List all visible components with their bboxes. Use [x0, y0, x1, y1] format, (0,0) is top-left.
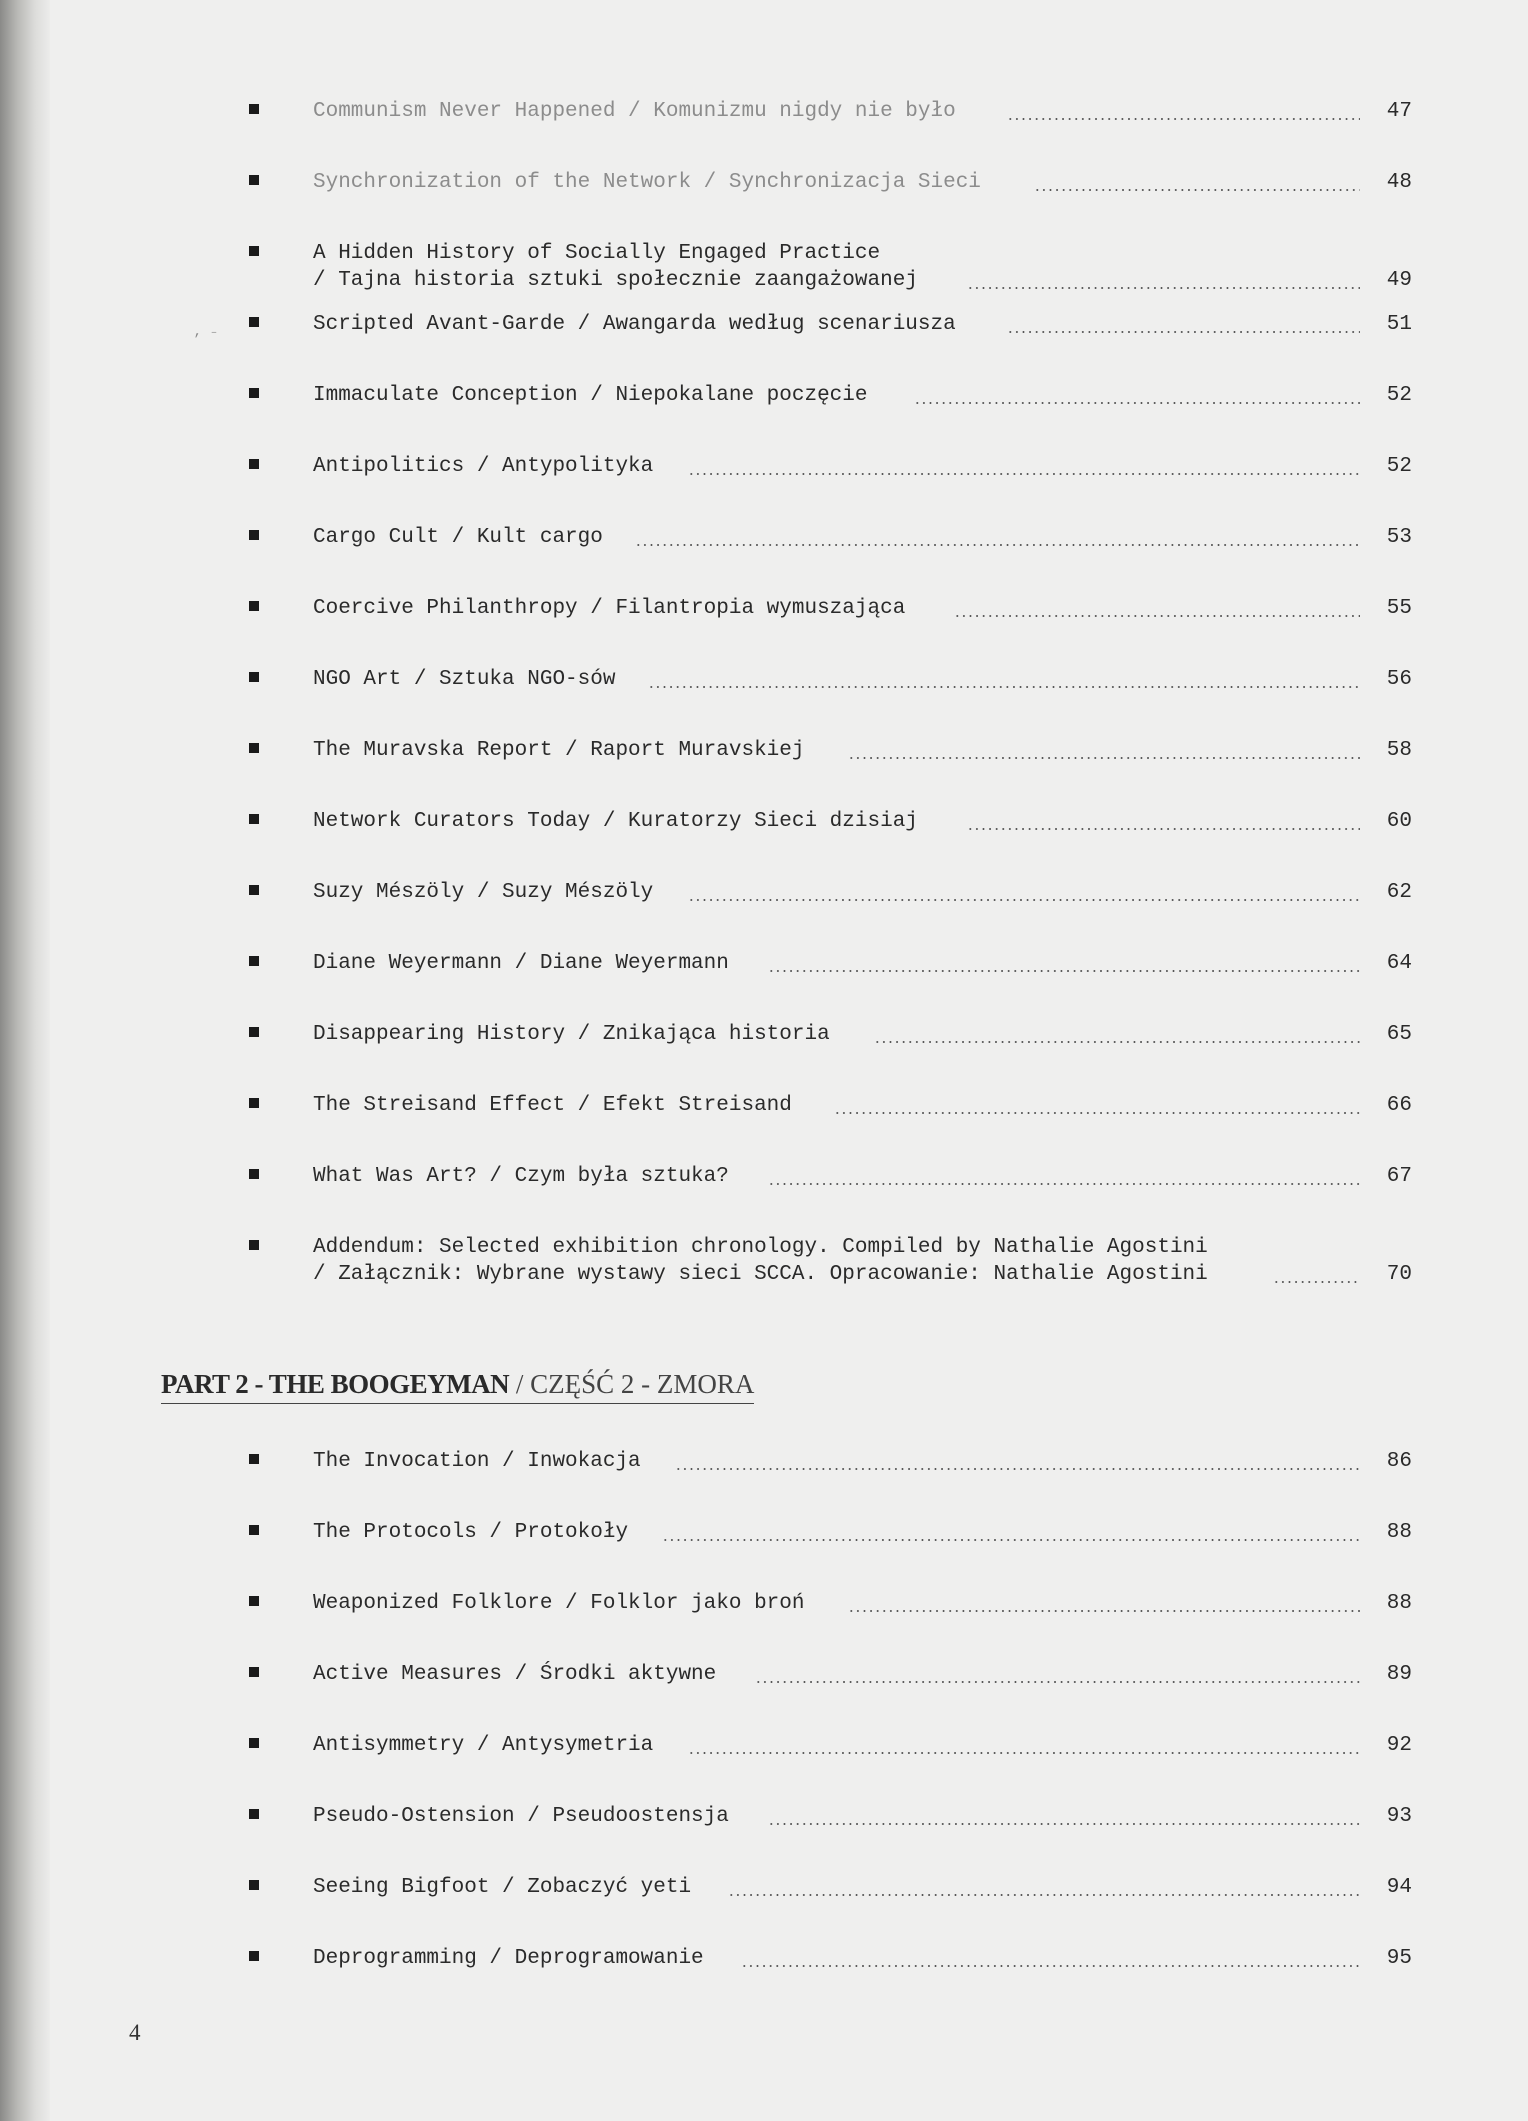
dot-leader [635, 544, 1360, 546]
toc-page-number: 52 [1386, 455, 1412, 478]
dot-leader [648, 686, 1360, 688]
book-spine-shadow [0, 0, 50, 2121]
toc-page-number: 95 [1386, 1947, 1412, 1970]
toc-page-number: 92 [1386, 1734, 1412, 1757]
dot-leader [662, 1539, 1361, 1541]
dot-leader [1007, 118, 1360, 120]
bullet-square-icon [249, 1951, 259, 1961]
dot-leader [848, 757, 1360, 759]
toc-entry-title: / Załącznik: Wybrane wystawy sieci SCCA. Opracowanie: Nathalie Agostini [313, 1263, 1208, 1286]
toc-entry-title: The Protocols / Protokoły [313, 1521, 629, 1544]
bullet-square-icon [249, 601, 259, 611]
dot-leader [1273, 1281, 1360, 1283]
dot-leader [834, 1112, 1360, 1114]
dot-leader [1007, 331, 1360, 333]
bullet-square-icon [249, 743, 259, 753]
bullet-square-icon [249, 1240, 259, 1250]
dot-leader [848, 1610, 1360, 1612]
toc-entry-title: The Invocation / Inwokacja [313, 1450, 641, 1473]
toc-page-number: 52 [1386, 384, 1412, 407]
toc-page-number: 93 [1386, 1805, 1412, 1828]
bullet-square-icon [249, 317, 259, 327]
toc-entry-title: The Streisand Effect / Efekt Streisand [313, 1094, 792, 1117]
part2-heading [161, 1367, 754, 1404]
bullet-square-icon [249, 530, 259, 540]
margin-pencil-mark: ‚ ₋ [193, 324, 219, 340]
dot-leader [688, 1752, 1360, 1754]
toc-entry-title: Disappearing History / Znikająca historia [313, 1023, 830, 1046]
dot-leader [768, 970, 1360, 972]
page-folio: 4 [129, 2020, 141, 2045]
bullet-square-icon [249, 1169, 259, 1179]
toc-page-number: 60 [1386, 810, 1412, 833]
dot-leader [675, 1468, 1360, 1470]
toc-page-number: 55 [1386, 597, 1412, 620]
toc-page-number: 64 [1386, 952, 1412, 975]
toc-page-number: 48 [1386, 171, 1412, 194]
toc-entry-title: Network Curators Today / Kuratorzy Sieci dzisiaj [313, 810, 918, 833]
toc-page-number: 58 [1386, 739, 1412, 762]
toc-entry-title: Antisymmetry / Antysymetria [313, 1734, 654, 1757]
bullet-square-icon [249, 1738, 259, 1748]
bullet-square-icon [249, 175, 259, 185]
bullet-square-icon [249, 1596, 259, 1606]
toc-entry-title: Active Measures / Środki aktywne [313, 1663, 717, 1686]
toc-page-number: 66 [1386, 1094, 1412, 1117]
dot-leader [755, 1681, 1360, 1683]
bullet-square-icon [249, 814, 259, 824]
bullet-square-icon [249, 1809, 259, 1819]
toc-entry-title: Communism Never Happened / Komunizmu nigdy nie było [313, 100, 956, 123]
toc-entry-title: NGO Art / Sztuka NGO-sów [313, 668, 616, 691]
toc-entry-title: What Was Art? / Czym była sztuka? [313, 1165, 729, 1188]
dot-leader [874, 1041, 1360, 1043]
toc-page-number: 70 [1386, 1263, 1412, 1286]
bullet-square-icon [249, 1454, 259, 1464]
toc-entry-title: Pseudo-Ostension / Pseudoostensja [313, 1805, 729, 1828]
bullet-square-icon [249, 956, 259, 966]
toc-entry-title: Scripted Avant-Garde / Awangarda według scenariusza [313, 313, 956, 336]
bullet-square-icon [249, 388, 259, 398]
bullet-square-icon [249, 885, 259, 895]
toc-page-number: 67 [1386, 1165, 1412, 1188]
toc-entry-title: Suzy Mészöly / Suzy Mészöly [313, 881, 654, 904]
toc-page-number: 56 [1386, 668, 1412, 691]
toc-entry-title: A Hidden History of Socially Engaged Practice [313, 242, 881, 265]
dot-leader [728, 1894, 1360, 1896]
dot-leader [914, 402, 1360, 404]
bullet-square-icon [249, 1027, 259, 1037]
toc-entry-title: Coercive Philanthropy / Filantropia wymuszająca [313, 597, 906, 620]
bullet-square-icon [249, 246, 259, 256]
dot-leader [967, 828, 1360, 830]
toc-entry-title: Weaponized Folklore / Folklor jako broń [313, 1592, 805, 1615]
part2-heading-bold: PART 2 - THE BOOGEYMAN [161, 1369, 510, 1399]
toc-entry-title: Synchronization of the Network / Synchronizacja Sieci [313, 171, 981, 194]
dot-leader [688, 899, 1360, 901]
bullet-square-icon [249, 672, 259, 682]
part2-heading-light: / CZĘŚĆ 2 - ZMORA [509, 1369, 755, 1399]
dot-leader [768, 1823, 1360, 1825]
toc-page-number: 86 [1386, 1450, 1412, 1473]
toc-entry-title: The Muravska Report / Raport Muravskiej [313, 739, 805, 762]
toc-entry-title: Antipolitics / Antypolityka [313, 455, 654, 478]
bullet-square-icon [249, 1525, 259, 1535]
toc-page-number: 88 [1386, 1592, 1412, 1615]
toc-entry-title: Seeing Bigfoot / Zobaczyć yeti [313, 1876, 692, 1899]
toc-entry-title: Diane Weyermann / Diane Weyermann [313, 952, 729, 975]
bullet-square-icon [249, 1098, 259, 1108]
bullet-square-icon [249, 104, 259, 114]
toc-entry-title: Cargo Cult / Kult cargo [313, 526, 603, 549]
toc-page-number: 88 [1386, 1521, 1412, 1544]
dot-leader [688, 473, 1360, 475]
bullet-square-icon [249, 1880, 259, 1890]
dot-leader [741, 1965, 1360, 1967]
toc-page-number: 53 [1386, 526, 1412, 549]
dot-leader [967, 287, 1360, 289]
bullet-square-icon [249, 459, 259, 469]
dot-leader [768, 1183, 1360, 1185]
toc-page-number: 94 [1386, 1876, 1412, 1899]
toc-page-number: 65 [1386, 1023, 1412, 1046]
toc-page-number: 49 [1386, 269, 1412, 292]
toc-page-number: 51 [1386, 313, 1412, 336]
toc-entry-title: Deprogramming / Deprogramowanie [313, 1947, 704, 1970]
toc-page-number: 62 [1386, 881, 1412, 904]
toc-page-number: 47 [1386, 100, 1412, 123]
bullet-square-icon [249, 1667, 259, 1677]
toc-entry-title: / Tajna historia sztuki społecznie zaangażowanej [313, 269, 918, 292]
toc-entry-title: Immaculate Conception / Niepokalane poczęcie [313, 384, 868, 407]
dot-leader [1034, 189, 1360, 191]
toc-page-number: 89 [1386, 1663, 1412, 1686]
dot-leader [954, 615, 1360, 617]
toc-entry-title: Addendum: Selected exhibition chronology. Compiled by Nathalie Agostini [313, 1236, 1208, 1259]
